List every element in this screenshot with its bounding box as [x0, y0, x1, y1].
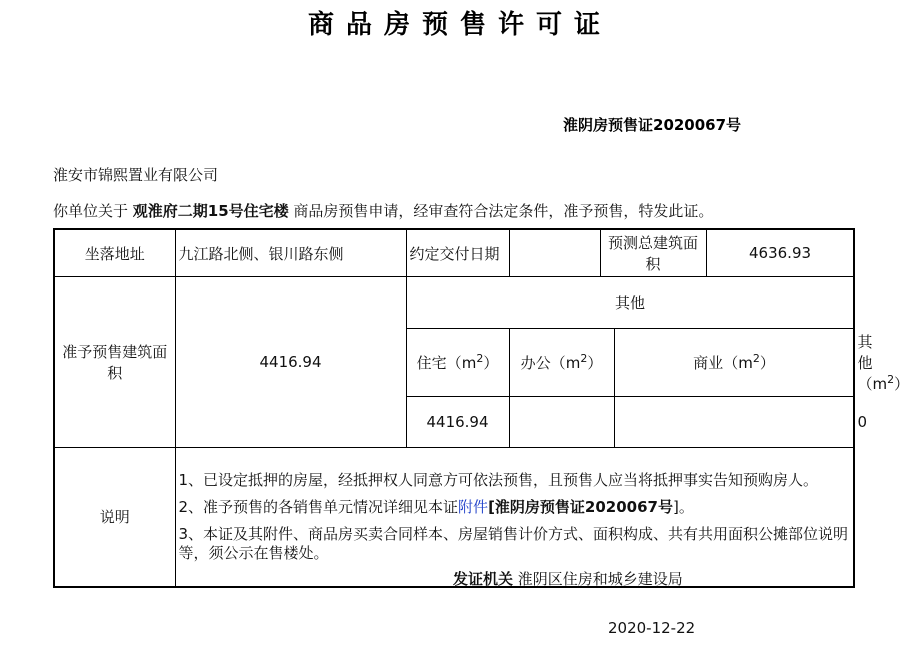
intro-prefix: 你单位关于	[53, 202, 133, 220]
unit: m	[738, 354, 753, 372]
note-2-bracket-close: ]。	[672, 497, 694, 516]
note-2-cert-no: 淮阴房预售证2020067号	[494, 497, 673, 516]
presale-area-label: 准予预售建筑面积	[54, 277, 175, 448]
unit: m	[872, 375, 888, 393]
val-commercial	[614, 397, 854, 448]
intro-text	[53, 200, 713, 221]
certificate-number: 淮阴房预售证2020067号	[563, 116, 742, 134]
col-other-label: 其他	[857, 333, 873, 372]
col-commercial-label: 商业	[693, 354, 724, 372]
unit-exponent: 2	[476, 352, 484, 365]
unit-exponent: 2	[752, 352, 760, 365]
issue-date: 2020-12-22	[608, 619, 696, 637]
attachment-link[interactable]: 附件	[458, 497, 489, 516]
intro-suffix: 商品房预售申请，经审查符合法定条件，准予预售，特发此证。	[288, 202, 714, 220]
company-name: 淮安市锦熙置业有限公司	[53, 166, 219, 184]
notes-content	[175, 448, 854, 587]
project-name: 观淮府二期15号住宅楼	[132, 202, 289, 220]
col-office: 办公$(m^2)$	[509, 329, 614, 397]
issuer	[453, 568, 683, 589]
document-title: 商品房预售许可证	[307, 10, 612, 40]
unit: m	[461, 354, 477, 372]
unit: m	[565, 354, 581, 372]
note-3: 3、本证及其附件、商品房买卖合同样本、房屋销售计价方式、面积构成、共有共用面积公摊部位说明等，须公示在售楼处。	[178, 524, 849, 562]
note-2-bracket-open: [	[488, 497, 495, 516]
location-label: 坐落地址	[54, 229, 175, 277]
note-1: 1、已设定抵押的房屋，经抵押权人同意方可依法预售，且预售人应当将抵押事实告知预购房人。	[178, 470, 819, 489]
val-office	[509, 397, 614, 448]
total-area-label: 预测总建筑面积	[600, 229, 706, 277]
col-office-label: 办公	[520, 354, 551, 372]
col-commercial: 商业$(m^2)$	[614, 329, 854, 397]
col-residential-label: 住宅	[416, 354, 447, 372]
other-header: 其他	[406, 277, 854, 329]
unit-exponent: 2	[580, 352, 588, 365]
note-2	[179, 498, 851, 517]
delivery-date-value	[509, 229, 600, 277]
total-area-value: 4636.93	[706, 229, 854, 277]
permit-table: 坐落地址 九江路北侧、银川路东侧 约定交付日期 预测总建筑面积 4636.93 准予预售建筑面积 4416.94 其他 住宅$(m^2)$ 办公$(m^2)$ 商业$(m^2)$ 其他$(m^2)$ 4416.94 0 说明 1、已设定抵押的房屋，经抵押权人同意方可依法预售，且预售人应当将抵押事实告知预购房人。 2、准予预售的各销售单元情况详细见本证附件[淮阴房预售证2020067号]。 3、本证及其附件、商品房买卖合同样本、房屋销售计价方式、面积构成、共有共用面积公摊部位说明等，须公示在售楼处。	[53, 228, 855, 588]
unit-exponent: 2	[887, 373, 895, 386]
issuer-value: 淮阴区住房和城乡建设局	[513, 570, 683, 588]
presale-area-value: 4416.94	[175, 277, 406, 448]
col-residential: 住宅$(m^2)$	[406, 329, 509, 397]
delivery-date-label: 约定交付日期	[406, 229, 509, 277]
issuer-label: 发证机关	[453, 570, 514, 588]
notes-label: 说明	[54, 448, 175, 587]
val-residential: 4416.94	[406, 397, 509, 448]
location-value: 九江路北侧、银川路东侧	[175, 229, 406, 277]
note-2-prefix: 2、准予预售的各销售单元情况详细见本证	[178, 497, 459, 516]
